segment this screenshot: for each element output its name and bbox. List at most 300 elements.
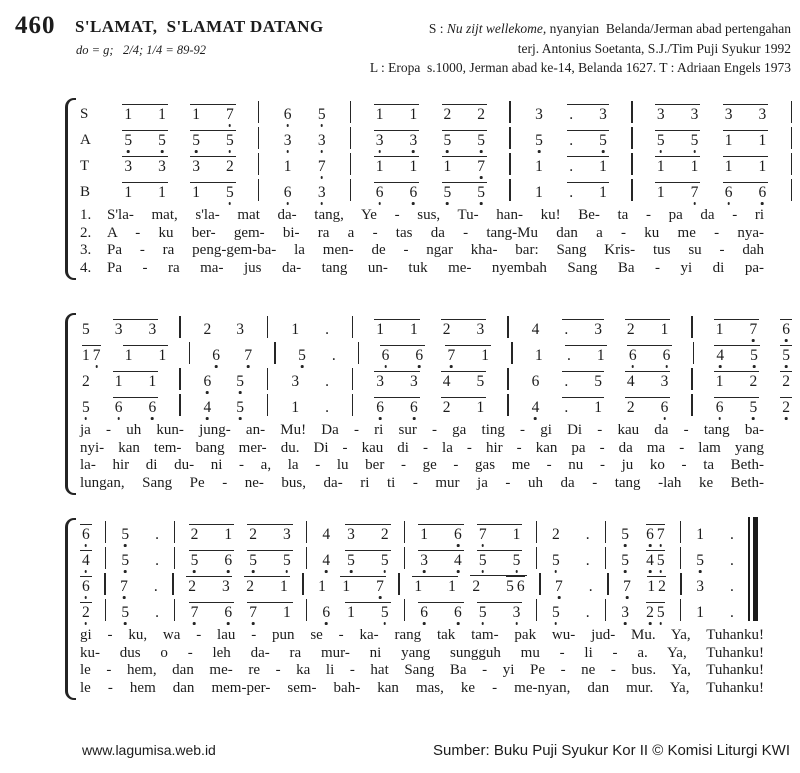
barline xyxy=(607,573,608,595)
note-group xyxy=(282,160,294,173)
beamed-note-group xyxy=(714,345,760,362)
beamed-note-group xyxy=(340,576,386,593)
voice-row-s xyxy=(80,515,792,541)
barline xyxy=(404,599,405,621)
note-digit-low-octave: 6 xyxy=(646,526,654,543)
note-digit: 5 xyxy=(476,373,485,390)
note-group xyxy=(119,528,161,541)
note-digit-low-octave: 5 xyxy=(696,552,704,569)
beamed-note-group xyxy=(189,524,235,541)
lyric-line xyxy=(80,225,764,243)
barline xyxy=(631,179,632,201)
note-digit: 1 xyxy=(347,604,355,621)
note-digit: 1 xyxy=(376,321,385,338)
note-group xyxy=(533,108,545,121)
augmentation-dot: . xyxy=(569,184,574,201)
music-system-1 xyxy=(80,95,792,281)
note-group xyxy=(619,606,631,619)
augmentation-dot: . xyxy=(325,321,329,338)
beamed-note-group xyxy=(441,319,487,336)
note-digit-low-octave: 6 xyxy=(782,321,790,338)
note-digit: 1 xyxy=(158,184,166,201)
lyric-line xyxy=(80,422,764,440)
barline xyxy=(350,127,351,149)
note-digit-low-octave: 7 xyxy=(749,321,758,338)
note-group xyxy=(530,375,542,388)
note-digit-low-octave: 5 xyxy=(236,399,245,416)
beamed-note-group xyxy=(412,576,458,593)
note-digit: 3 xyxy=(656,106,665,123)
note-group xyxy=(316,134,328,147)
note-digit-low-octave: 4 xyxy=(82,552,90,569)
note-digit-low-octave: 4 xyxy=(716,347,725,364)
barline xyxy=(693,342,694,364)
note-digit-low-octave: 3 xyxy=(512,604,521,621)
note-digit-low-octave: 3 xyxy=(409,132,418,149)
note-group xyxy=(119,554,161,567)
note-digit: 3 xyxy=(599,106,607,123)
note-group xyxy=(553,580,595,593)
beamed-note-group xyxy=(190,130,236,147)
note-group xyxy=(234,375,246,388)
beamed-note-group xyxy=(625,371,671,388)
tight-beamed-pair xyxy=(82,345,101,362)
barline xyxy=(105,521,106,543)
beamed-note-group xyxy=(186,576,232,593)
note-digit-low-octave: 5 xyxy=(121,604,130,621)
note-group xyxy=(296,349,338,362)
note-digit: 1 xyxy=(192,106,200,123)
beamed-note-group xyxy=(374,104,420,121)
note-digit-low-octave: 7 xyxy=(225,106,234,123)
barline xyxy=(631,153,632,175)
note-digit: 3 xyxy=(660,373,669,390)
augmentation-dot: . xyxy=(331,347,336,364)
barline xyxy=(274,342,275,364)
barline xyxy=(179,316,180,338)
augmentation-dot: . xyxy=(585,552,590,569)
note-digit-low-octave: 5 xyxy=(656,604,665,621)
augmentation-dot: . xyxy=(325,399,329,416)
note-digit: 4 xyxy=(322,526,331,543)
note-group xyxy=(316,186,328,199)
note-digit: 3 xyxy=(192,158,200,175)
note-group xyxy=(533,349,545,362)
lyric-text: Pa - ra ma- jus da- tang un- tuk me- nyembah Sang Ba - yi di pa- xyxy=(107,259,764,276)
voice-label: B xyxy=(80,184,91,200)
augmentation-dot: . xyxy=(729,526,734,543)
note-group xyxy=(80,375,92,388)
note-digit: 2 xyxy=(472,578,481,595)
note-digit-low-octave: 5 xyxy=(478,604,487,621)
beamed-note-group xyxy=(418,550,464,567)
beamed-note-group xyxy=(567,130,609,147)
verse-number: 2. xyxy=(80,224,92,241)
beamed-note-group xyxy=(442,156,488,173)
music-system-3 xyxy=(80,515,792,701)
footer-website: www.lagumisa.web.id xyxy=(82,742,216,758)
note-digit: 1 xyxy=(291,399,300,416)
note-digit-low-octave: 2 xyxy=(782,399,790,416)
beamed-note-group xyxy=(780,345,792,362)
note-group xyxy=(694,580,736,593)
note-digit-low-octave: 7 xyxy=(656,526,665,543)
note-digit: 2 xyxy=(246,578,254,595)
note-digit: 4 xyxy=(442,373,451,390)
beamed-note-group xyxy=(189,602,235,619)
note-group xyxy=(645,576,668,593)
lyric-line xyxy=(80,440,764,458)
note-digit-low-octave: 6 xyxy=(454,526,462,543)
beamed-note-group xyxy=(567,104,609,121)
beamed-note-group xyxy=(562,319,604,336)
beamed-note-group xyxy=(723,156,769,173)
note-group xyxy=(694,606,736,619)
note-group xyxy=(533,160,545,173)
note-digit-low-octave: 6 xyxy=(409,184,418,201)
voice-row-t xyxy=(80,567,792,593)
beamed-note-group xyxy=(655,156,701,173)
lyric-line xyxy=(80,457,764,475)
note-digit: 2 xyxy=(442,321,451,338)
beamed-note-group xyxy=(122,104,168,121)
notes-block xyxy=(80,310,792,414)
note-digit-low-octave: 6 xyxy=(224,552,233,569)
beamed-note-group xyxy=(113,397,159,414)
note-digit-low-octave: 5 xyxy=(443,184,452,201)
note-digit-low-octave: 6 xyxy=(628,347,637,364)
beamed-note-group xyxy=(625,397,671,414)
note-digit-low-octave: 6 xyxy=(203,373,212,390)
lyric-text: ku- dus o - leh da- ra mur- ni yang sungguh mu - li - a. Ya, Tuhanku! xyxy=(80,644,764,661)
note-digit: 1 xyxy=(410,321,418,338)
barline xyxy=(352,394,353,416)
beamed-note-group xyxy=(374,182,420,199)
lyric-line xyxy=(80,680,764,698)
note-digit-low-octave: 6 xyxy=(283,106,292,123)
voice-row-s xyxy=(80,95,792,121)
music-system-2 xyxy=(80,310,792,496)
note-digit: 3 xyxy=(291,373,300,390)
credit-source-prefix: S : xyxy=(428,21,447,36)
note-digit-low-octave: 6 xyxy=(375,184,384,201)
note-digit: 2 xyxy=(442,399,451,416)
tight-beamed-pair xyxy=(646,550,665,567)
note-digit-low-octave: 6 xyxy=(376,399,385,416)
note-digit-low-octave: 5 xyxy=(317,106,326,123)
barline xyxy=(509,101,510,123)
note-group xyxy=(282,134,294,147)
beamed-note-group xyxy=(374,156,420,173)
beamed-note-group xyxy=(374,397,420,414)
beamed-note-group xyxy=(780,319,792,336)
note-group xyxy=(550,528,592,541)
note-digit: 3 xyxy=(376,373,385,390)
note-group xyxy=(530,401,542,414)
barline xyxy=(691,316,692,338)
note-digit-low-octave: 6 xyxy=(454,604,462,621)
note-digit: 1 xyxy=(481,347,489,364)
note-digit-low-octave: 5 xyxy=(621,526,629,543)
note-digit: 2 xyxy=(380,526,389,543)
note-digit: 5 xyxy=(506,578,514,595)
beamed-note-group xyxy=(122,156,168,173)
note-group xyxy=(644,602,667,619)
beamed-note-group xyxy=(247,550,293,567)
barline xyxy=(398,573,399,595)
notes-block xyxy=(80,515,792,619)
beamed-note-group xyxy=(345,602,391,619)
beamed-note-group xyxy=(477,524,523,541)
note-digit-low-octave: 6 xyxy=(758,184,767,201)
beamed-note-group xyxy=(380,345,426,362)
note-group xyxy=(282,108,294,121)
note-digit-low-octave: 5 xyxy=(656,552,665,569)
note-digit: 2 xyxy=(552,526,560,543)
note-digit: 2 xyxy=(626,321,635,338)
barline xyxy=(179,394,180,416)
augmentation-dot: . xyxy=(585,604,590,621)
note-digit-low-octave: 3 xyxy=(420,552,429,569)
note-digit-low-octave: 5 xyxy=(621,552,629,569)
barline xyxy=(267,394,268,416)
beamed-note-group xyxy=(80,576,92,593)
tight-beamed-pair xyxy=(646,524,665,541)
note-digit-low-octave: 5 xyxy=(477,184,486,201)
lyric-text: le - hem, dan me- re - ka li - hat Sang Ba - yi Pe - ne - bus. Ya, Tuhanku! xyxy=(80,662,764,679)
note-digit-low-octave: 5 xyxy=(124,132,133,149)
note-group xyxy=(118,580,160,593)
beamed-note-group xyxy=(655,130,701,147)
beamed-note-group xyxy=(374,371,420,388)
barline xyxy=(791,101,792,123)
tight-beamed-pair xyxy=(647,576,666,593)
note-digit-low-octave: 5 xyxy=(121,552,130,569)
note-digit: 3 xyxy=(410,373,418,390)
barline xyxy=(509,153,510,175)
note-digit-low-octave: 5 xyxy=(477,132,486,149)
note-group xyxy=(320,606,332,619)
note-digit: 1 xyxy=(291,321,300,338)
beamed-note-group xyxy=(80,524,92,541)
barline xyxy=(509,127,510,149)
beamed-note-group xyxy=(445,345,491,362)
lyric-text: la- hir di du- ni - a, la - lu ber - ge - gas me - nu - ju ko - ta Beth- xyxy=(80,457,764,474)
note-digit-low-octave: 3 xyxy=(621,604,629,621)
credits-block xyxy=(370,19,791,78)
final-double-barline xyxy=(748,517,758,621)
lyric-line xyxy=(80,475,764,493)
verse-number: 1. xyxy=(80,207,92,223)
note-group xyxy=(619,528,631,541)
note-digit: 6 xyxy=(531,373,540,390)
note-digit: 2 xyxy=(443,106,452,123)
barline xyxy=(179,368,180,390)
note-digit: 3 xyxy=(758,106,767,123)
note-digit-low-octave: 7 xyxy=(317,158,326,175)
note-digit-low-octave: 3 xyxy=(375,132,384,149)
note-digit-low-octave: 5 xyxy=(192,132,200,149)
note-digit: 1 xyxy=(512,526,521,543)
note-digit: 1 xyxy=(148,373,157,390)
note-digit-low-octave: 2 xyxy=(646,604,654,621)
voice-label: S xyxy=(80,106,89,122)
barline xyxy=(350,179,351,201)
voice-label: T xyxy=(80,158,90,174)
lyrics-block xyxy=(80,627,792,697)
note-digit: 1 xyxy=(715,321,724,338)
barline xyxy=(352,368,353,390)
beamed-note-group xyxy=(780,397,792,414)
note-group xyxy=(80,345,103,362)
barline xyxy=(105,547,106,569)
note-digit-low-octave: 7 xyxy=(190,604,199,621)
barline xyxy=(404,547,405,569)
note-digit-low-octave: 6 xyxy=(715,399,724,416)
beamed-note-group xyxy=(113,371,159,388)
note-group xyxy=(550,606,592,619)
beamed-note-group xyxy=(723,182,769,199)
note-digit: 1 xyxy=(690,158,699,175)
note-digit: 2 xyxy=(477,106,486,123)
note-digit: 1 xyxy=(192,184,200,201)
note-digit-low-octave: 5 xyxy=(749,399,758,416)
beamed-note-group xyxy=(565,345,607,362)
note-group xyxy=(694,528,736,541)
note-digit: 1 xyxy=(724,158,733,175)
note-digit: 4 xyxy=(531,321,540,338)
verse-number: 4. xyxy=(80,259,92,276)
note-group xyxy=(289,401,331,414)
note-digit-low-octave: 3 xyxy=(317,132,326,149)
note-group xyxy=(210,349,222,362)
beamed-note-group xyxy=(345,524,391,541)
augmentation-dot: . xyxy=(729,552,734,569)
note-digit: 1 xyxy=(448,578,456,595)
system-bracket xyxy=(65,98,76,280)
beamed-note-group xyxy=(190,182,236,199)
note-digit: 1 xyxy=(124,106,133,123)
lyrics-block xyxy=(80,207,792,277)
note-digit-low-octave: 7 xyxy=(555,578,563,595)
note-group xyxy=(202,323,214,336)
note-digit: 1 xyxy=(414,578,423,595)
note-digit: 1 xyxy=(342,578,351,595)
note-group xyxy=(119,606,161,619)
lyric-text: le - hem dan mem-per- sem- bah- kan mas, ke - me-nyan, dan mur. Ya, Tuhanku! xyxy=(80,679,764,696)
note-group xyxy=(621,580,633,593)
note-digit: 3 xyxy=(221,578,230,595)
note-digit: 1 xyxy=(696,526,704,543)
note-digit: 6 xyxy=(516,578,525,595)
augmentation-dot: . xyxy=(325,373,329,390)
note-group xyxy=(619,554,631,567)
note-digit-low-octave: 5 xyxy=(750,347,758,364)
barline xyxy=(302,573,303,595)
note-digit: 3 xyxy=(696,578,705,595)
beamed-note-group xyxy=(655,104,701,121)
final-bar-thick xyxy=(753,517,758,621)
beamed-note-group xyxy=(80,602,92,619)
note-group xyxy=(289,323,331,336)
note-group xyxy=(316,108,328,121)
note-digit: 1 xyxy=(282,604,291,621)
note-digit: 1 xyxy=(724,132,733,149)
note-group xyxy=(202,401,214,414)
credit-source-rest: nyanyian Belanda/Jerman abad pertengahan xyxy=(546,21,791,36)
barline xyxy=(105,599,106,621)
note-digit-low-octave: 6 xyxy=(724,184,733,201)
note-digit-low-octave: 5 xyxy=(656,132,665,149)
note-group xyxy=(530,323,542,336)
augmentation-dot: . xyxy=(567,347,571,364)
beamed-note-group xyxy=(477,550,523,567)
beamed-note-group xyxy=(190,104,236,121)
beamed-note-group xyxy=(714,319,760,336)
note-digit-low-octave: 5 xyxy=(249,552,257,569)
note-group xyxy=(316,160,328,173)
verse-number: 3. xyxy=(80,242,92,259)
note-digit: 3 xyxy=(594,321,602,338)
augmentation-dot: . xyxy=(153,578,158,595)
barline xyxy=(174,521,175,543)
barline xyxy=(631,101,632,123)
note-digit: 1 xyxy=(758,158,767,175)
note-digit: 3 xyxy=(158,158,166,175)
note-digit: 2 xyxy=(249,526,257,543)
note-digit-low-octave: 7 xyxy=(623,578,631,595)
augmentation-dot: . xyxy=(155,552,159,569)
system-bracket xyxy=(65,313,76,495)
note-digit: 1 xyxy=(124,347,133,364)
augmentation-dot: . xyxy=(569,106,574,123)
barline xyxy=(507,394,508,416)
note-digit-low-octave: 7 xyxy=(376,578,384,595)
augmentation-dot: . xyxy=(588,578,593,595)
note-group xyxy=(316,580,328,593)
note-digit-low-octave: 6 xyxy=(283,184,292,201)
barline xyxy=(258,127,259,149)
note-digit: 3 xyxy=(347,526,355,543)
augmentation-dot: . xyxy=(564,373,569,390)
lyric-line xyxy=(80,645,764,663)
barline xyxy=(350,101,351,123)
note-digit-low-octave: 6 xyxy=(415,347,424,364)
note-digit-low-octave: 5 xyxy=(782,347,790,364)
note-digit: 3 xyxy=(148,321,157,338)
beamed-note-group xyxy=(190,156,236,173)
final-bar-thin xyxy=(748,517,750,621)
notes-block xyxy=(80,95,792,199)
note-digit-low-octave: 7 xyxy=(92,347,101,364)
note-digit: 1 xyxy=(594,399,602,416)
key-signature-line: do = g; 2/4; 1/4 = 89-92 xyxy=(76,43,207,57)
note-digit: 1 xyxy=(476,399,485,416)
barline xyxy=(511,342,512,364)
barline xyxy=(691,368,692,390)
barline xyxy=(404,521,405,543)
note-digit: 3 xyxy=(724,106,733,123)
note-digit: 5 xyxy=(82,321,90,338)
note-group xyxy=(550,554,592,567)
barline xyxy=(536,521,537,543)
beamed-note-group xyxy=(655,182,701,199)
note-digit-low-octave: 7 xyxy=(447,347,456,364)
voice-row-a xyxy=(80,336,792,362)
credit-melody-text: L : Eropa s.1000, Jerman abad ke-14, Belanda 1627. T : Adriaan Engels 1973 xyxy=(369,60,791,75)
voice-row-s xyxy=(80,310,792,336)
barline xyxy=(680,547,681,569)
